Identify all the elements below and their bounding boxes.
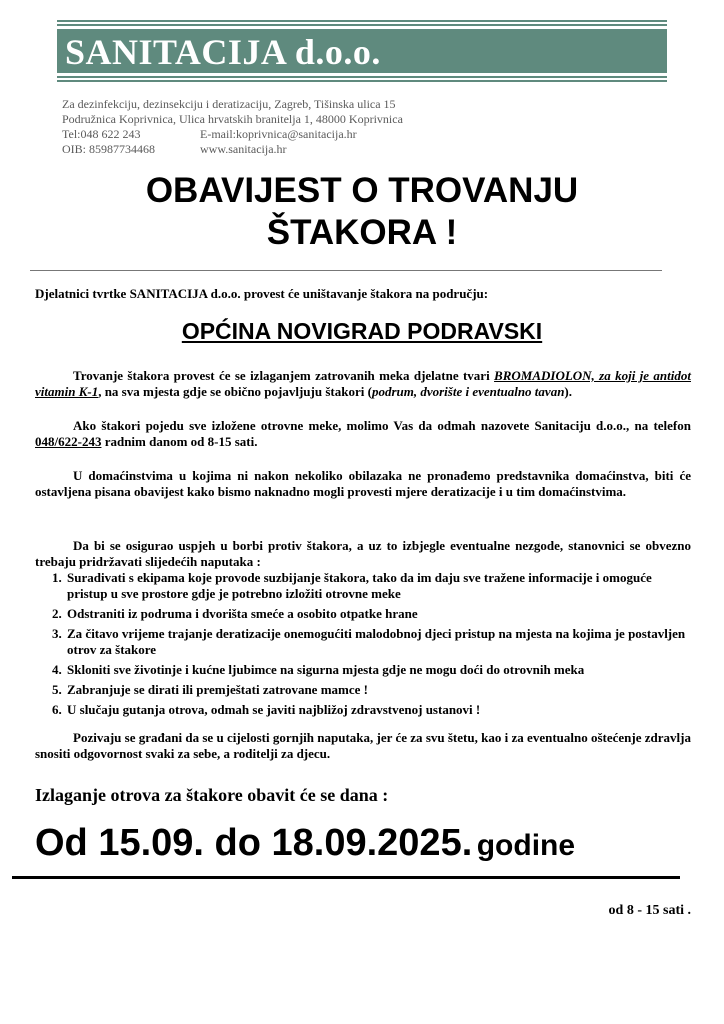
text-run: , na sva mjesta gdje se obično pojavljuju štakori ( xyxy=(98,384,372,399)
paragraph-households: U domaćinstvima u kojima ni nakon nekoliko obilazaka ne pronađemo predstavnika domaćinstva, biti će ostavljena pisana obavijest kako bismo naknadno mogli provesti mjere deratizacije i u tim domaćinstvima. xyxy=(35,468,691,499)
paragraph-poison-method xyxy=(35,368,691,400)
contact-row xyxy=(62,127,403,142)
contact-email-label: E-mail: xyxy=(200,127,236,141)
list-item xyxy=(35,662,691,678)
list-number: 3. xyxy=(52,626,62,641)
divider xyxy=(12,876,680,879)
list-number: 1. xyxy=(52,570,62,585)
company-contact xyxy=(62,97,403,157)
list-item xyxy=(35,570,691,602)
title-line: OBAVIJEST O TROVANJU xyxy=(145,171,579,210)
banner-rule xyxy=(57,80,667,82)
list-item-text: Zabranjuje se dirati ili premještati zatrovane mamce ! xyxy=(67,682,368,697)
intro-text: Djelatnici tvrtke SANITACIJA d.o.o. provest će uništavanje štakora na području: xyxy=(35,286,489,301)
banner-rule xyxy=(57,24,667,26)
area-name: OPĆINA NOVIGRAD PODRAVSKI xyxy=(181,318,543,344)
paragraph-instructions-intro: Da bi se osigurao uspjeh u borbi protiv štakora, a uz to izbjegle eventualne nezgode, stanovnici se obvezno trebaju pridržavati slijedećih naputaka : xyxy=(35,538,691,569)
list-item-text: Skloniti sve životinje i kućne ljubimce na sigurna mjesta gdje ne mogu doći do otrovnih meka xyxy=(67,662,585,677)
contact-oib: OIB: 85987734468 xyxy=(62,142,155,156)
list-item-text: Za čitavo vrijeme trajanje deratizacije onemogućiti malodobnoj djeci pristup na mjesta na kojima je postavljen otrov za štakore xyxy=(67,626,686,657)
contact-line: Podružnica Koprivnica, Ulica hrvatskih branitelja 1, 48000 Koprivnica xyxy=(62,112,403,126)
divider xyxy=(30,270,662,271)
company-banner xyxy=(57,20,667,82)
phone-number: 048/622-243 xyxy=(35,434,102,449)
list-item-text: U slučaju gutanja otrova, odmah se javiti najbližoj zdravstvenoj ustanovi ! xyxy=(67,702,481,717)
text-run: ). xyxy=(564,384,573,399)
page-title xyxy=(0,170,724,254)
list-item-text: Odstraniti iz podruma i dvorišta smeće a osobito otpatke hrane xyxy=(67,606,418,621)
list-number: 6. xyxy=(52,702,62,717)
contact-row xyxy=(62,142,403,157)
list-number: 4. xyxy=(52,662,62,677)
banner-rule xyxy=(57,76,667,78)
date-range-line xyxy=(35,822,575,865)
date-suffix: godine xyxy=(476,829,576,862)
contact-line: Za dezinfekciju, dezinsekciju i deratizaciju, Zagreb, Tišinska ulica 15 xyxy=(62,97,396,111)
list-item xyxy=(35,682,691,698)
banner-rule xyxy=(57,20,667,22)
paragraph-contact xyxy=(35,418,691,450)
list-item xyxy=(35,606,691,622)
date-lead: Izlaganje otrova za štakore obavit će se dana : xyxy=(35,785,389,805)
paragraph-responsibility: Pozivaju se građani da se u cijelosti gornjih naputaka, jer će za svu štetu, kao i za eventualno oštećenje zdravlja snositi odgovornost svaki za sebe, a roditelji za djecu. xyxy=(35,730,691,761)
list-item xyxy=(35,626,691,658)
hours-text: od 8 - 15 sati . xyxy=(608,903,691,918)
area-heading xyxy=(0,316,724,346)
list-item xyxy=(35,702,691,718)
instructions-list xyxy=(35,570,691,722)
list-item-text: Suradivati s ekipama koje provode suzbijanje štakora, tako da im daju sve tražene informacije i omogućе pristup u sve prostore gdje je potrebno izložiti otrovne meke xyxy=(67,570,652,601)
locations-text: podrum, dvorište i eventualno tavan xyxy=(371,384,565,399)
date-range: Od 15.09. do 18.09.2025. xyxy=(35,822,473,864)
title-line: ŠTAKORA ! xyxy=(266,213,458,252)
contact-website[interactable]: www.sanitacija.hr xyxy=(200,142,287,156)
company-name: SANITACIJA d.o.o. xyxy=(65,32,381,72)
text-run: radnim danom od 8-15 sati. xyxy=(101,434,258,449)
text-run: Trovanje štakora provest će se izlaganjem zatrovanih meka djelatne tvari xyxy=(73,368,495,383)
list-number: 2. xyxy=(52,606,62,621)
contact-phone: Tel:048 622 243 xyxy=(62,127,141,141)
text-run: Ako štakori pojedu sve izložene otrovne meke, molimo Vas da odmah nazovete Sanitaciju d.o.o., na telefon xyxy=(73,418,691,433)
list-number: 5. xyxy=(52,682,62,697)
antidot-text: BROMADIOLON, za koji je antidot vitamin K-1 xyxy=(35,368,691,399)
contact-email[interactable]: koprivnica@sanitacija.hr xyxy=(236,127,357,141)
